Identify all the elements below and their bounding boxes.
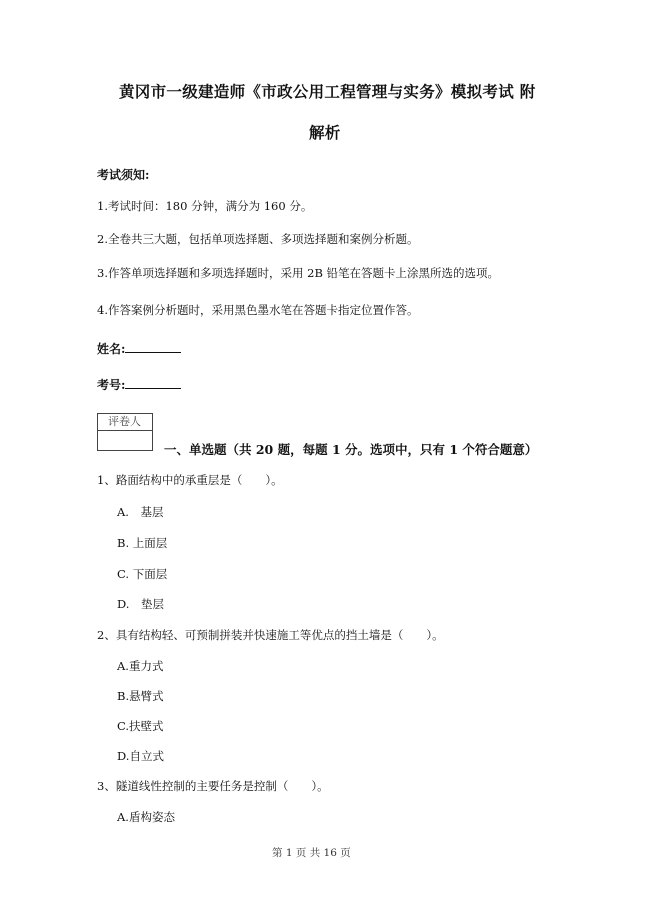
name-blank — [125, 340, 181, 353]
notice-4: 4.作答案例分析题时，采用黑色墨水笔在答题卡指定位置作答。 — [97, 303, 419, 317]
exam-no-blank — [125, 376, 181, 389]
exam-no-label: 考号: — [97, 378, 126, 392]
question-1-option-c: C. 下面层 — [117, 567, 168, 581]
name-label: 姓名: — [97, 342, 126, 356]
notice-1: 1.考试时间：180 分钟，满分为 160 分。 — [97, 199, 313, 213]
question-1-option-d: D. 垫层 — [117, 597, 164, 611]
grader-box — [97, 413, 153, 451]
question-2-option-a: A.重力式 — [117, 659, 164, 673]
question-2-option-d: D.自立式 — [117, 749, 164, 763]
doc-title-line1: 黄冈市一级建造师《市政公用工程管理与实务》模拟考试 附 — [119, 82, 536, 101]
notice-3: 3.作答单项选择题和多项选择题时，采用 2B 铅笔在答题卡上涂黑所选的选项。 — [97, 266, 500, 280]
doc-title-line2: 解析 — [309, 123, 341, 142]
section-title: 一、单选题（共 20 题，每题 1 分。选项中，只有 1 个符合题意） — [164, 442, 538, 457]
question-3-stem: 3、隧道线性控制的主要任务是控制（ ）。 — [97, 779, 329, 793]
question-1-option-a: A. 基层 — [117, 505, 164, 519]
question-2-option-b: B.悬臂式 — [117, 689, 164, 703]
notice-2: 2.全卷共三大题，包括单项选择题、多项选择题和案例分析题。 — [97, 232, 419, 246]
question-2-option-c: C.扶壁式 — [117, 719, 164, 733]
name-field — [97, 340, 181, 357]
exam-no-field — [97, 376, 181, 393]
grader-label: 评卷人 — [98, 414, 152, 431]
question-2-stem: 2、具有结构轻、可预制拼装并快速施工等优点的挡土墙是（ ）。 — [97, 628, 444, 642]
question-1-stem: 1、路面结构中的承重层是（ ）。 — [97, 473, 283, 487]
question-3-option-a: A.盾构姿态 — [117, 810, 175, 824]
notice-heading: 考试须知: — [97, 168, 150, 182]
question-1-option-b: B. 上面层 — [117, 536, 168, 550]
page-footer: 第 1 页 共 16 页 — [272, 847, 351, 859]
